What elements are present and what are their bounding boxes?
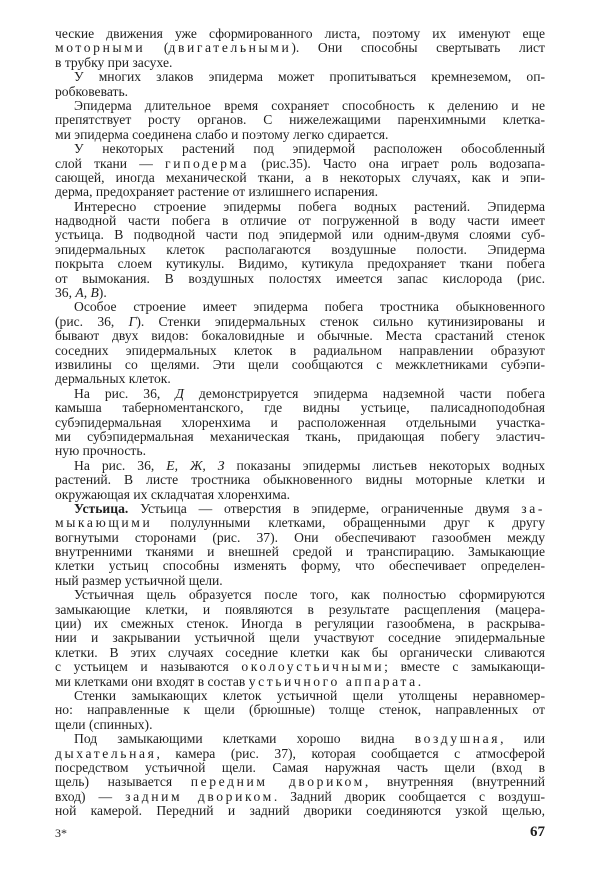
paragraph	[55, 732, 545, 818]
text-run: вход) —	[55, 788, 126, 804]
text-line: ми субэпидермальная механическая ткань, придающая побегу эластич-	[55, 428, 545, 444]
text-line: соседних эпидермальных клеток в радиальном направлении образуют	[55, 342, 545, 358]
text-run: ми клетками они входят в состав	[55, 673, 249, 689]
text-line	[55, 675, 545, 689]
text-line: растений. В листе тростника обыкновенного видны моторные клетки и	[55, 472, 545, 488]
spaced-term: устьичного аппарата	[248, 673, 418, 689]
text-line	[55, 286, 545, 300]
spaced-term: мыкающими	[55, 515, 153, 531]
paragraph	[55, 502, 545, 588]
paragraph	[55, 689, 545, 732]
figure-reference: А, В	[75, 285, 99, 301]
text-run: Устьица — отверстия в эпидерме, ограниченные двумя	[128, 500, 522, 516]
spaced-term: дыхательная	[55, 745, 157, 761]
figure-reference: Е, Ж, З	[166, 457, 225, 473]
text-line: Особое строение имеет эпидерма побега тростника обыкновенного	[74, 299, 545, 315]
text-line: У некоторых растений под эпидермой расположен обособленный	[74, 141, 545, 157]
paragraph	[55, 70, 545, 99]
text-run: , камера (рис. 37), которая сообщается с атмосферой	[156, 745, 545, 761]
paragraph	[55, 27, 545, 70]
text-line: ной камерой. Передний и задний дворики соединяются узкой щелью,	[55, 803, 545, 819]
text-run: На рис. 36,	[74, 457, 167, 473]
text-line	[55, 387, 545, 401]
text-line: надводной части побега в отличие от погруженной в воду части имеет	[55, 213, 545, 229]
spaced-term: двигательными	[168, 40, 292, 56]
text-line: внутренними тканями и внешней средой и транспирацию. Замыкающие	[55, 544, 545, 560]
text-run: . Задний дворик сообщается с воздуш-	[273, 788, 545, 804]
section-heading: Устьица.	[74, 500, 129, 516]
text-run: с устьицем и называются	[55, 659, 242, 675]
spaced-term: передним двориком	[190, 774, 365, 790]
text-line: ный размер устьичной щели.	[55, 572, 223, 588]
paragraph	[55, 300, 545, 386]
text-line	[55, 459, 545, 473]
text-line: эпидермальных клеток располагаются воздушные полости. Эпидерма	[55, 241, 545, 257]
text-run: ; вместе с замыкающи-	[384, 659, 546, 675]
text-line: ции) их смежных стенок. Иногда в регуляции газообмена, в раскрыва-	[55, 616, 545, 632]
text-run: ).	[98, 285, 107, 301]
paragraph	[55, 99, 545, 142]
signature-mark: 3*	[55, 826, 67, 840]
spaced-term: моторными	[55, 40, 146, 56]
text-run: (	[145, 40, 169, 56]
text-line: ми эпидерма соединена слабо и поэтому легко сдирается.	[55, 126, 389, 142]
text-run: ). Стенки эпидермальных стенок сильно кутинизированы и	[136, 313, 545, 329]
text-run: , или	[500, 731, 545, 747]
paragraph	[55, 142, 545, 200]
spaced-term: воздушная	[414, 731, 501, 747]
text-line	[55, 747, 545, 761]
body-text	[55, 27, 545, 818]
text-line: клетки. В этих случаях соседние клетки как бы органически сливаются	[55, 644, 545, 660]
text-line: клетки устьиц способны изменять форму, что обеспечивает определен-	[55, 558, 545, 574]
text-line: Устьичная щель образуется после того, как полностью сформируются	[74, 587, 545, 603]
text-line: камыша таберноментанского, где видны устьице, палисадноподобная	[55, 400, 545, 416]
text-line: дермальных клеток.	[55, 371, 171, 387]
paragraph	[55, 459, 545, 502]
text-run: ). Они способны свертывать лист	[291, 40, 545, 56]
text-run: На рис. 36,	[74, 385, 176, 401]
text-line: робковевать.	[55, 83, 129, 99]
text-run: полулунными клетками, обращенными друг к другу	[152, 515, 545, 531]
text-line: от вымокания. В воздушных полостях имеется запас кислорода (рис.	[55, 270, 545, 286]
text-line: бывают двух видов: бокаловидные и обычные. Места срастаний стенок	[55, 328, 545, 344]
text-line: покрыта слоем кутикулы. Видимо, кутикула предохраняет ткани побега	[55, 256, 545, 272]
text-line: щели (спинных).	[55, 716, 153, 732]
text-line: Интересно строение эпидермы побега водных растений. Эпидерма	[74, 198, 545, 214]
text-line: в трубку при засухе.	[55, 54, 173, 70]
text-line: замыкающие клетки, и появляются в результате расщепления (мацера-	[55, 601, 545, 617]
figure-reference: Г	[128, 313, 137, 329]
text-line: вогнутыми сторонами (рис. 37). Они обеспечивают газообмен между	[55, 529, 545, 545]
text-line	[55, 516, 545, 530]
text-line	[55, 315, 545, 329]
text-line: извилины со щелями. Эти щели сообщаются с межклетниками субэпи-	[55, 356, 545, 372]
text-line: окружающая их складчатая хлоренхима.	[55, 486, 291, 502]
text-run: демонстрируется эпидерма надземной части побега	[183, 385, 545, 401]
text-run: щель) называется	[55, 774, 191, 790]
text-line: ную прочность.	[55, 443, 146, 459]
text-line: препятствует росту органов. С нижележащими паренхимными клетка-	[55, 112, 545, 128]
text-line	[55, 790, 545, 804]
paragraph	[55, 200, 545, 301]
spaced-term: за-	[521, 500, 545, 516]
text-line: Эпидерма длительное время сохраняет способность к делению и не	[74, 97, 545, 113]
text-run: слой ткани —	[55, 155, 166, 171]
text-run: .	[417, 673, 422, 689]
spaced-term: околоустьичными	[241, 659, 385, 675]
text-line	[55, 41, 545, 55]
text-run: Под замыкающими клетками хорошо видна	[74, 731, 415, 747]
spaced-term: гиподерма	[165, 155, 250, 171]
text-run: (рис. 36,	[55, 313, 129, 329]
text-line: но: направленные к щели (брюшные) толще стенок, направленных от	[55, 702, 545, 718]
text-line: дерма, предохраняет растение от излишнего испарения.	[55, 184, 379, 200]
text-line: У многих злаков эпидерма может пропитываться кремнеземом, оп-	[74, 69, 545, 85]
page-number: 67	[530, 824, 545, 840]
text-line	[55, 502, 545, 516]
text-line: посредством устьичной щели. Самая наружная часть щели (вход в	[55, 759, 545, 775]
text-line	[55, 732, 545, 746]
text-line	[55, 157, 545, 171]
spaced-term: задним двориком	[125, 788, 274, 804]
text-run: (рис.35). Часто она играет роль водозапа-	[249, 155, 545, 171]
text-run: показаны эпидермы листьев некоторых водных	[224, 457, 545, 473]
text-run: , внутренняя (внутренний	[364, 774, 545, 790]
text-line: ческие движения уже сформированного листа, поэтому их именуют еще	[55, 26, 545, 41]
text-line	[55, 660, 545, 674]
figure-reference: Д	[175, 385, 184, 401]
paragraph	[55, 387, 545, 459]
text-line	[55, 775, 545, 789]
text-line: устьица. В подводной части под эпидермой или одним-двумя слоями суб-	[55, 227, 545, 243]
text-line: Стенки замыкающих клеток устьичной щели утолщены неравномер-	[74, 687, 545, 703]
text-line: сающей, иногда механической ткани, а в некоторых случаях, как и эпи-	[55, 169, 545, 185]
text-run: 36,	[55, 285, 76, 301]
paragraph	[55, 588, 545, 689]
text-line: нии и закрывании устьичной щели участвуют соседние эпидермальные	[55, 630, 545, 646]
text-line: субэпидермальная хлоренхима и расположенная отдельными участка-	[55, 414, 545, 430]
